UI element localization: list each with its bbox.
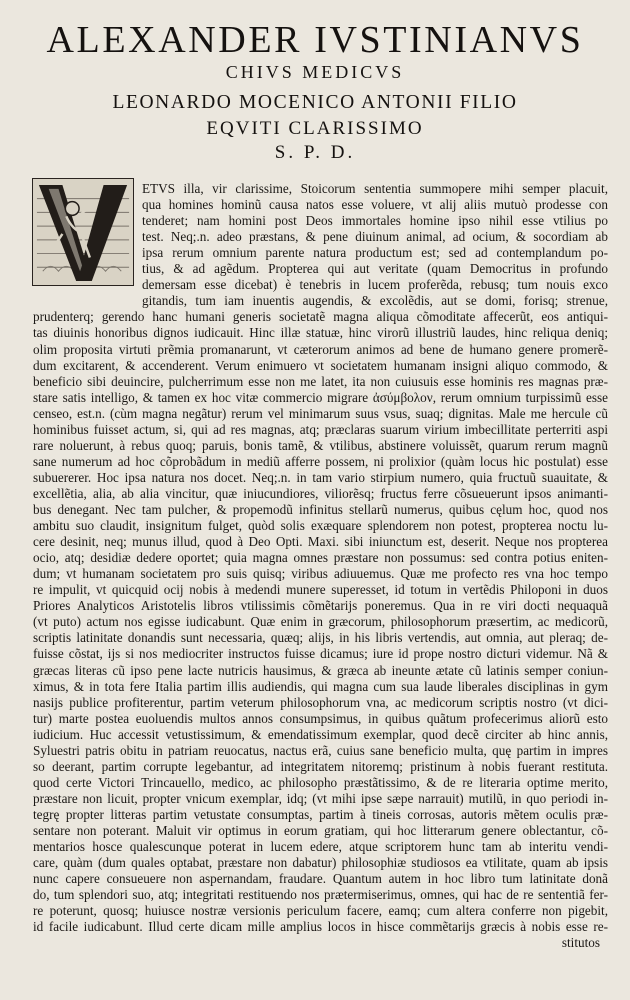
text-line: demersam esse dicebat) è tenebris in lucem proferẽda, rebusq; tum nouis exco	[142, 277, 608, 293]
text-line: do, tum splendori suo, atq; integritati restituendo nos prætermiserimus, omnes, qui hac de re sententiã fer-	[33, 887, 608, 903]
text-line: fuisse cõstat, ijs si nos mediocriter instructos fuisse dicamus; iure id prope nostro dicturi videmur. Nã &	[33, 646, 608, 662]
text-line: mentarios hosce qualescunque poterat in lucem edere, atque scriptorem hunc tam ab interitu vendi-	[33, 839, 608, 855]
text-line: ambitu suo claudit, insignitum fulget, quòd solis exæquare splendorem non potest, propterea noctu lu-	[33, 518, 608, 534]
text-line: nunc capere consueuere non aspernandam, fraudare. Quantum autem in hoc libro tum latinitate donã	[33, 871, 608, 887]
text-line: excellẽtia, alia, ab alia vincitur, quæ iniucundiores, viliorẽsq; fructus ferre cõsueuerunt ipsos animanti-	[33, 485, 608, 501]
text-line: test. Neq;.n. adeo præstans, & pene diuinum animal, ad ocium, & socordiam ab	[142, 229, 608, 245]
text-line: stare satis intelligo, & tamen ex hoc vitæ commercio migrare ἀσύμβολον, rerum omnium turpissimũ esse	[33, 389, 608, 405]
text-line: sentare non poterant. Maluit vir optimus in eorum gratiam, qui hoc litterarum genere oblectantur, cõ-	[33, 823, 608, 838]
text-line: hominibus fuisset actum, si, qui ad res magnas, atq; præclaras suarum virium imbecillitate perterriti aspi	[33, 421, 608, 437]
text-line: so deerant, partim corrupte legebantur, ad integritatem nitoremq; pristinum à nobis fuerant restituta.	[33, 758, 608, 774]
text-line: dum; vt humanam societatem pro suis quisq; viribus adiuuemus. Quæ me profecto res vna hoc tempo	[33, 566, 608, 582]
text-line: censeo, est.n. (cùm magna negãtur) rerum vel minimarum suus vsus, suaq; dignitas. Male me hercule cũ	[33, 405, 608, 421]
text-line: prudenterq; gerendo hanc humani generis societatẽ magna aliqua cõmoditate affecerũt, eos antiqui-	[33, 309, 608, 325]
text-line: re impulit, vt quicquid ocij nobis à medendi munere superesset, id totum in vertẽdis Philoponi in duos	[33, 582, 608, 598]
text-line: iudicium. Huc accessit vetustissimum, & emendatissimum exemplar, quod decẽ circiter ab hinc annis,	[33, 726, 608, 742]
text-line: subuererer. Hoc ipsa natura nos docet. Neq;.n. in tam vario stirpium numero, quia fructuũ suauitate, &	[33, 469, 608, 485]
text-line: stitutos	[561, 935, 600, 951]
text-line: tur) marte postea euoluendis multos annos consumpsimus, in quibus quãtum profecerimus aliorũ esto	[33, 710, 608, 726]
text-line: dum excitarent, & accenderent. Verum enimuero vt societatem humanam insigni aliquo commodo, &	[33, 357, 608, 373]
text-line: (vt puto) actum nos egisse iudicabunt. Quæ enim in græcorum, philosophorum præsertim, ac medicorũ,	[33, 614, 608, 630]
text-line: re poterunt, quosq; huiusce nostræ versionis periculum facere, eamq; cum altera conferre non pigebit,	[33, 903, 608, 919]
text-line: tius, & ad agẽdum. Propterea qui aut veritate (quam Democritus in profundo	[142, 261, 608, 277]
author-name-heading: ALEXANDER IVSTINIANVS	[46, 19, 584, 61]
text-line: quod certe Victori Trincauello, medico, ac philosopho præstãtissimo, & de re literaria optime merito,	[33, 774, 608, 790]
text-line: id facile iudicabunt. Illud certe dicam mille amplius locos in hisce commẽtarijs græcis à nobis esse re-	[33, 919, 608, 935]
text-line: rare noluerunt, à rebus quoq; paruis, bonis tamẽ, & vtilibus, abstinere voluissẽt, quarum rerum magnũ	[33, 437, 608, 453]
dedicatee-title-heading: EQVITI CLARISSIMO	[206, 118, 424, 139]
text-line: Syluestri patris obitu in patriam reuocatus, nactus erã, cuius sane beneficio multa, quę partim in impres	[33, 742, 608, 758]
text-line: scriptis latinitate donandis sunt necessaria, quæq; alijs, in his libris vertendis, aut omnia, aut pleraq; de-	[33, 630, 608, 646]
text-line: ipsa rerum omnium parente natura productum est; sed ad contemplandum po-	[142, 245, 608, 261]
text-line: bus denegant. Nec tam pulcher, & propemodũ infinitus stellarũ numerus, quibus cęlum hoc, quod nos	[33, 502, 608, 517]
text-line: græcas literas cũ ipso pene lacte nutricis hausimus, & græca ab ineunte ætate cũ latinis semper coniun-	[33, 662, 608, 678]
text-line: care, quàm (dum quales optabat, præstare non dabatur) philosophiæ studiosos ea vtilitate, quam ab ipsis	[33, 855, 608, 871]
text-line: ETVS illa, vir clarissime, Stoicorum sententia summopere mihi semper placuit,	[142, 181, 608, 196]
text-line: tegrę propter litteras partim vetustate consumptas, partim à tineis corrosas, autoris mẽtem oculis præ-	[33, 806, 608, 822]
text-line: præstare non licuit, propter vnicum exemplar, idq; (vt mihi ipse sæpe narrauit) mutilũ, in quo periodi in-	[33, 790, 608, 806]
text-line: ximus, & in tota fere Italia partim illis audiendis, qui magna cum sua laude liberales disciplinas in gym	[33, 678, 608, 694]
dedicatee-heading: LEONARDO MOCENICO ANTONII FILIO	[112, 92, 518, 113]
text-line: cere desinit, neq; munus illud, quod à Deo Opti. Maxi. sibi iniunctum est, deserit. Neque nos propterea	[33, 534, 608, 550]
text-line: olim proposita virtuti prẽmia promanarunt, vt cæterorum animos ad bene de humano genere promerẽ-	[33, 341, 608, 357]
text-line: tas diuinis honoribus dignos iudicauit. Hinc illæ statuæ, hinc virorũ illustriũ laudes, hinc reliqua deniq;	[33, 325, 608, 341]
text-line: beneficio sibi deuincire, pulcherrimum esse non me latet, ita non cuiusuis esse hominis res magnas præ-	[33, 373, 608, 389]
text-line: ocio, atq; desidiæ dedere oportet; quia magna omnes præstare non possumus: sed contra potius eniten-	[33, 550, 608, 566]
text-line: qua homines hominũ causa natos esse voluere, vt alij aliis mutuò prodesse con	[142, 197, 608, 213]
text-line: tenderet; nam homini post Deos immortales homine ipso nihil esse vtilius po	[142, 213, 608, 229]
text-line: gitandis, tum iam inuentis augendis, & excolẽdis, aut se domi, forisq; strenue,	[142, 293, 608, 309]
text-line: Priores Analyticos Aristotelis libros vtilissimis cõmẽtarijs poneremus. Qua in re viri docti nequaquã	[33, 598, 608, 614]
salutation-heading: S. P. D.	[274, 142, 356, 163]
text-line: nasijs publice profiterentur, partim veterum philosophorum vna, ac medicorum scriptis nostro (vt dici-	[33, 694, 608, 710]
author-origin-heading: CHIVS MEDICVS	[225, 62, 405, 82]
text-line: sane numerum ad hoc cõprobãdum in mediũ afferre possem, ni prolixior (quàm locus hic postulat) esse	[33, 453, 608, 469]
